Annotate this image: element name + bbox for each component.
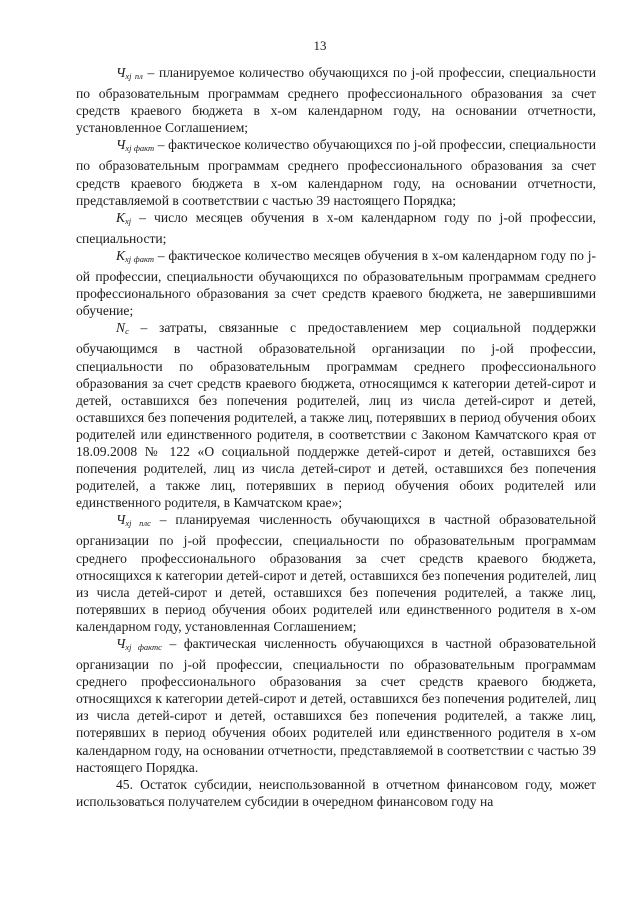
definition-paragraph (76, 635, 596, 776)
formula-subscript: xj факт (125, 143, 155, 154)
formula-subscript: xj плс (125, 518, 151, 529)
formula-subscript: xj фактс (125, 642, 162, 652)
definition-text: – затраты, связанные с предоставлением мер социальной поддержки обучающимся в частной образовательной организации по j-ой профессии, специальности по образовательным программам среднего профессионального образования за счет средств краевого бюджета, относящимся к категории детей-сирот и детей, оставшихся без попечения родителей, лиц из числа детей-сирот и детей, оставшихся без попечения родителей, а также лиц, потерявших в период обучения обоих родителей или единственного родителя, в соответствии с Законом Камчатского края от 18.09.2008 № 122 «О социальной поддержке детей-сирот и детей, оставшихся без попечения родителей, лиц из числа детей-сирот и детей, оставшихся без попечения родителей, а также лиц, потерявших в период обучения обоих родителей или единственного родителя, в Камчатском крае»; (76, 320, 596, 511)
formula-symbol: Ч (116, 137, 126, 153)
formula-subscript: xj факт (125, 253, 154, 264)
formula-symbol: Ч (116, 512, 126, 528)
definition-text: – планируемая численность обучающихся в частной образовательной организации по j-ой профессии, специальности по образовательным программам среднего профессионального образования за счет средств краевого бюджета, относящихся к категории детей-сирот и детей, оставшихся без попечения родителей, лиц из числа детей-сирот и детей, оставшихся без попечения родителей, а также лиц, потерявших в период обучения обоих родителей или единственного родителя в x-ом календарном году, установленная Соглашением; (76, 512, 596, 634)
formula-symbol: К (116, 247, 126, 263)
definition-paragraph (76, 64, 596, 136)
definition-paragraph (76, 247, 596, 319)
definition-paragraph (76, 511, 596, 635)
page-number: 13 (313, 38, 327, 53)
formula-symbol: К (116, 209, 126, 225)
definition-text: – фактическое количество обучающихся по j-ой профессии, специальности по образовательным программам среднего профессионального образования за счет средств краевого бюджета в x-ом календарном году, на основании отчетности, представляемой в соответствии с частью 39 настоящего Порядка; (76, 137, 596, 208)
definition-paragraph (76, 319, 596, 511)
formula-symbol: N (116, 320, 126, 336)
formula-subscript: xj пл (125, 71, 143, 81)
definition-text: – фактическое количество месяцев обучения в x-ом календарном году по j-ой профессии, специальности обучающихся по образовательным программам среднего профессионального образования за счет средств краевого бюджета, не завершившими обучение; (76, 247, 597, 319)
definition-paragraph (76, 209, 596, 247)
formula-symbol: Ч (116, 65, 126, 80)
formula-subscript: с (125, 326, 129, 337)
definition-paragraph (76, 136, 596, 208)
definition-text: – фактическая численность обучающихся в частной образовательной организации по j-ой профессии, специальности по образовательным программам среднего профессионального образования за счет средств краевого бюджета, относящихся к категории детей-сирот и детей, оставшихся без попечения родителей, лиц из числа детей-сирот и детей, оставшихся без попечения родителей, а также лиц, потерявших в период обучения обоих родителей или единственного родителя в x-ом календарном году, на основании отчетности, представляемой в соответствии с частью 39 настоящего Порядка. (76, 636, 596, 775)
document-body (76, 64, 596, 810)
definition-text: – число месяцев обучения в x-ом календарном году по j-ой профессии, специальности; (76, 209, 596, 246)
formula-symbol: Ч (116, 636, 126, 651)
section-paragraph (76, 776, 596, 810)
section-text: 45. Остаток субсидии, неиспользованной в отчетном финансовом году, может использоваться получателем субсидии в очередном финансовом году на (76, 776, 596, 809)
formula-subscript: xj (125, 215, 132, 226)
definition-text: – планируемое количество обучающихся по j-ой профессии, специальности по образовательным программам среднего профессионального образования за счет средств краевого бюджета в x-ом календарном году, на основании отчетности, установленное Соглашением; (76, 65, 596, 136)
